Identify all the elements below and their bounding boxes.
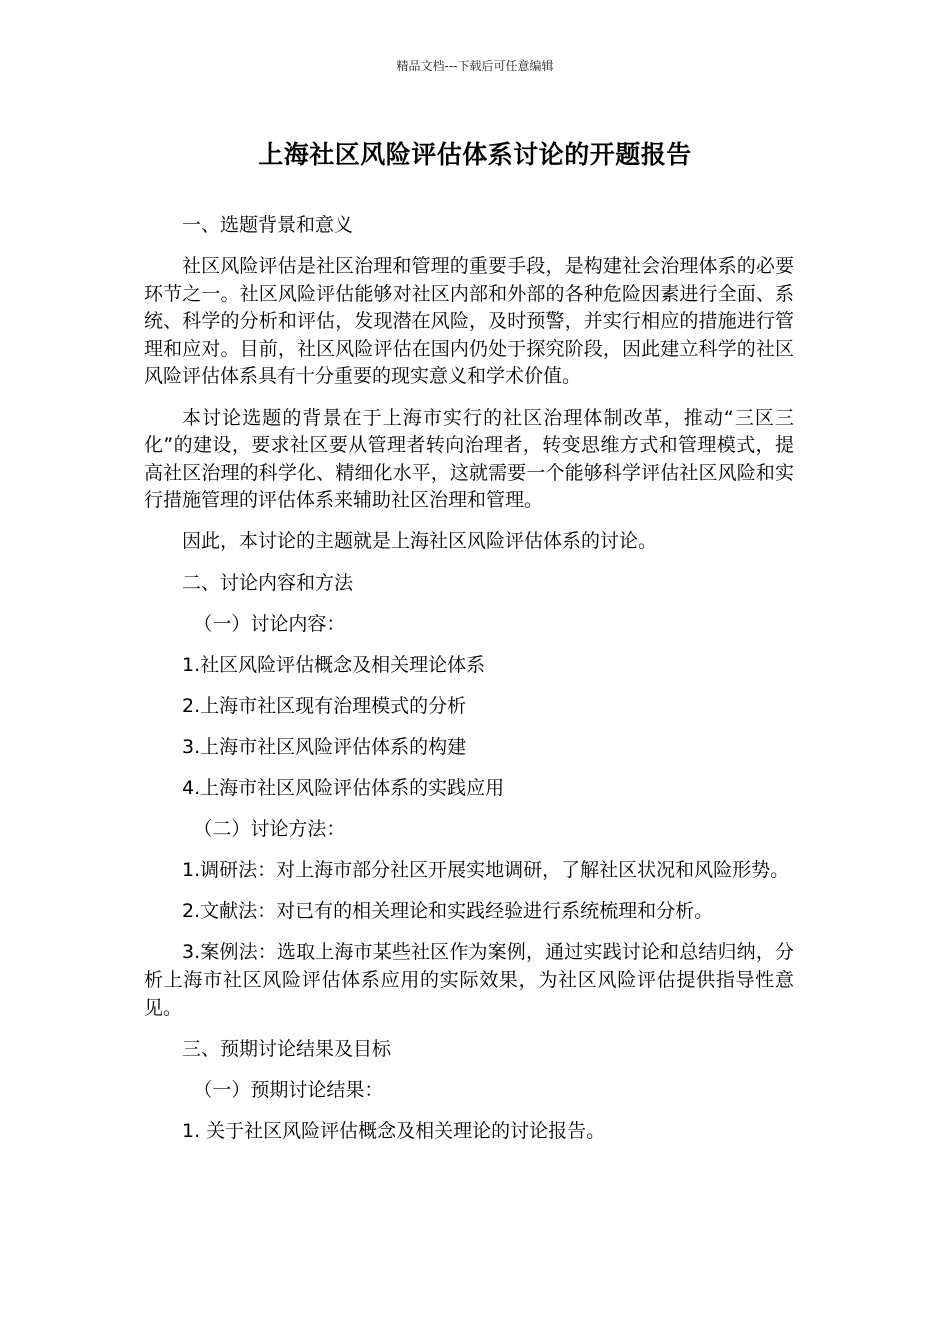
paragraph-reform: 本讨论选题的背景在于上海市实行的社区治理体制改革，推动“三区三化”的建设，要求社区要从管理者转向治理者，转变思维方式和管理模式，提高社区治理的科学化、精细化水平，这就需要一个能够科学评估社区风险和实行措施管理的评估体系来辅助社区治理和管理。 xyxy=(144,406,794,512)
paragraph-background: 社区风险评估是社区治理和管理的重要手段，是构建社会治理体系的必要环节之一。社区风险评估能够对社区内部和外部的各种危险因素进行全面、系统、科学的分析和评估，发现潜在风险，及时预警，并实行相应的措施进行管理和应对。目前，社区风险评估在国内仍处于探究阶段，因此建立科学的社区风险评估体系具有十分重要的现实意义和学术价值。 xyxy=(144,255,794,388)
method-case-study: 3.案例法：选取上海市某些社区作为案例，通过实践讨论和总结归纳，分析上海市社区风险评估体系应用的实际效果，为社区风险评估提供指导性意见。 xyxy=(144,941,794,1019)
section-heading-3: 三、预期讨论结果及目标 xyxy=(182,1037,392,1060)
subheading-methods: （二）讨论方法： xyxy=(193,818,346,841)
list-item: 1. 关于社区风险评估概念及相关理论的讨论报告。 xyxy=(182,1119,606,1142)
method-survey: 1.调研法：对上海市部分社区开展实地调研，了解社区状况和风险形势。 xyxy=(182,859,790,882)
list-item: 4.上海市社区风险评估体系的实践应用 xyxy=(182,777,505,799)
list-item: 1.社区风险评估概念及相关理论体系 xyxy=(182,653,486,676)
section-heading-2: 二、讨论内容和方法 xyxy=(182,571,354,594)
header-note: 精品文档---下载后可任意编辑 xyxy=(396,59,554,73)
list-item: 2.上海市社区现有治理模式的分析 xyxy=(182,694,467,717)
section-heading-1: 一、选题背景和意义 xyxy=(182,214,354,236)
method-literature: 2.文献法：对已有的相关理论和实践经验进行系统梳理和分析。 xyxy=(182,900,714,923)
subheading-content: （一）讨论内容： xyxy=(193,612,346,635)
document-body xyxy=(144,212,794,1159)
subheading-results: （一）预期讨论结果： xyxy=(193,1078,384,1101)
paragraph-topic: 因此，本讨论的主题就是上海社区风险评估体系的讨论。 xyxy=(182,530,658,553)
list-item: 3.上海市社区风险评估体系的构建 xyxy=(182,735,467,758)
document-title: 上海社区风险评估体系讨论的开题报告 xyxy=(258,140,692,169)
